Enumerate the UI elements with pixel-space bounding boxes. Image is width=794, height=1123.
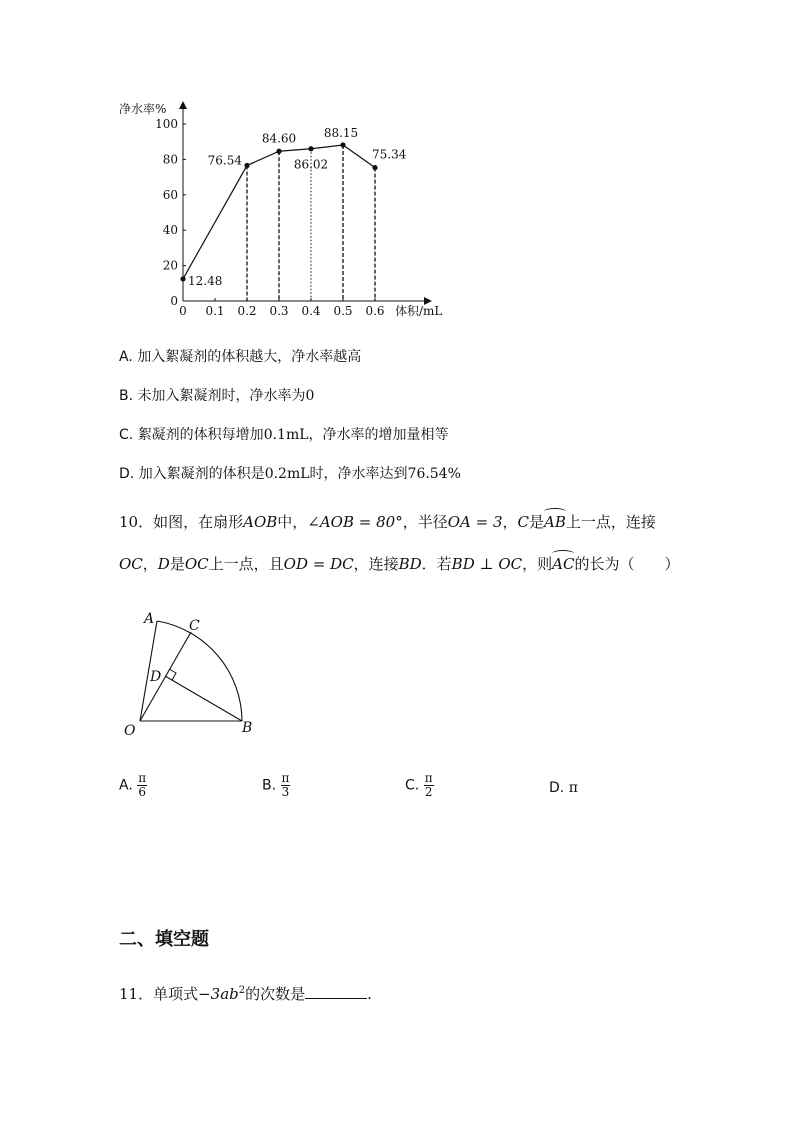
q10-text: 中， — [277, 513, 308, 531]
x-tick-label: 0.3 — [269, 304, 289, 318]
q10-od-eq: OD = DC — [283, 555, 354, 573]
segment-bd — [165, 676, 242, 721]
q10-answer-c — [405, 772, 434, 799]
q10-answer-b-letter: B. — [262, 777, 277, 794]
x-tick-label: 0 — [179, 304, 187, 318]
q10-text: 上一点，连接 — [565, 513, 656, 531]
fraction-denominator: 2 — [424, 785, 433, 799]
q10-number: 10． — [119, 513, 154, 531]
q11-period: . — [367, 985, 372, 1003]
q10-text: ，半径 — [402, 513, 448, 531]
question-11 — [119, 983, 372, 1004]
data-label: 86.02 — [293, 157, 329, 172]
q10-point-c: C — [517, 513, 529, 531]
q10-text: ， — [142, 555, 158, 573]
q10-aob: AOB — [243, 513, 278, 531]
x-tick-label: 0.4 — [301, 304, 321, 318]
option-c-text1: 絮凝剂的体积每增加 — [137, 427, 264, 443]
label-o: O — [124, 723, 136, 739]
option-d-text1: 加入絮凝剂的体积是 — [138, 466, 265, 482]
option-c-text2: ，净水率的增加量相等 — [308, 427, 449, 443]
data-label: 84.60 — [261, 131, 297, 146]
y-tick-label: 40 — [162, 223, 178, 238]
q10-answer-a-letter: A. — [119, 777, 133, 794]
option-d-num2: 76.54% — [407, 466, 461, 482]
option-b-num: 0 — [305, 388, 315, 404]
y-tick-label: 20 — [162, 258, 178, 273]
q10-answer-a — [119, 772, 147, 799]
x-tick-label: 0.6 — [365, 304, 385, 318]
label-d: D — [150, 669, 162, 685]
q10-text: 上一点，且 — [208, 555, 284, 573]
question-10-line1 — [119, 511, 656, 533]
q11-expr: −3ab — [198, 985, 239, 1003]
q10-answer-c-letter: C. — [405, 777, 420, 794]
option-a-letter: A. — [119, 349, 133, 365]
answer-blank[interactable] — [305, 984, 367, 999]
q10-answer-d — [549, 780, 578, 796]
q11-number: 11． — [119, 985, 154, 1003]
y-axis-label: 净水率% — [119, 102, 167, 116]
option-c-letter: C. — [119, 427, 134, 443]
q10-answer-b-fraction — [281, 772, 291, 799]
q11-exponent: 2 — [238, 985, 246, 996]
option-b-text: 未加入絮凝剂时，净水率为 — [137, 388, 306, 404]
question-10-line2 — [119, 553, 679, 575]
q10-oc: OC — [184, 555, 209, 573]
option-d-letter: D. — [119, 466, 135, 482]
q10-angle: ∠AOB = 80° — [307, 513, 403, 531]
q10-answer-a-fraction — [137, 772, 147, 799]
q10-bd: BD — [398, 555, 422, 573]
fraction-denominator: 3 — [281, 785, 290, 799]
q11-text: 单项式 — [153, 985, 199, 1003]
option-a — [119, 347, 361, 367]
label-b: B — [242, 720, 253, 736]
y-tick-label: 0 — [170, 294, 178, 308]
option-d-text2: 时，净水率达到 — [309, 466, 408, 482]
data-point — [180, 276, 185, 281]
option-a-text: 加入絮凝剂的体积越大，净水率越高 — [137, 349, 362, 365]
x-tick-label: 0.5 — [333, 304, 353, 318]
q10-text: 是 — [529, 513, 545, 531]
data-label: 75.34 — [372, 147, 407, 162]
purification-rate-chart — [110, 95, 460, 325]
q10-text: ， — [502, 513, 518, 531]
q10-answer-c-fraction — [424, 772, 434, 799]
data-label: 88.15 — [323, 125, 359, 140]
q10-answer-d-value: π — [568, 780, 578, 796]
fraction-numerator: π — [281, 771, 290, 785]
x-axis-label: 体积/mL — [395, 304, 443, 318]
y-tick-label: 80 — [162, 152, 178, 167]
q10-answer-d-letter: D. — [549, 780, 565, 796]
data-point — [308, 146, 313, 151]
q10-text: 是 — [169, 555, 185, 573]
fraction-numerator: π — [424, 771, 433, 785]
option-b-letter: B. — [119, 388, 134, 404]
option-c-num: 0.1mL — [263, 427, 309, 443]
q10-text: 的长为（ ） — [574, 555, 680, 573]
fraction-denominator: 6 — [138, 785, 146, 799]
label-a: A — [144, 611, 155, 627]
q11-text: 的次数是 — [245, 985, 306, 1003]
arc-ab — [157, 621, 242, 721]
label-c: C — [189, 618, 200, 634]
y-tick-label: 60 — [162, 187, 178, 202]
option-c — [119, 425, 449, 445]
q10-arc-ab: AB — [544, 513, 566, 531]
q10-radius: OA = 3 — [447, 513, 503, 531]
fraction-numerator: π — [138, 771, 147, 785]
q10-text: 如图，在扇形 — [153, 513, 244, 531]
q10-perp: BD ⊥ OC — [451, 555, 523, 573]
data-label: 12.48 — [188, 273, 223, 288]
option-d-num: 0.2mL — [264, 466, 310, 482]
sector-figure — [118, 603, 268, 743]
option-b — [119, 386, 314, 406]
q10-arc-ac: AC — [552, 555, 575, 573]
q10-oc: OC — [119, 555, 143, 573]
y-tick-label: 100 — [155, 117, 178, 131]
data-point — [372, 165, 377, 170]
data-label: 76.54 — [207, 153, 242, 168]
data-point — [276, 149, 281, 154]
option-d — [119, 464, 461, 484]
q10-text: ，则 — [522, 555, 553, 573]
q10-point-d: D — [157, 555, 170, 573]
section-title: 二、填空题 — [119, 929, 209, 950]
data-point — [340, 142, 345, 147]
x-tick-label: 0.1 — [205, 304, 225, 318]
q10-text: ，连接 — [353, 555, 399, 573]
q10-text: ．若 — [421, 555, 452, 573]
x-tick-label: 0.2 — [237, 304, 257, 318]
data-point — [244, 163, 249, 168]
q10-answer-b — [262, 772, 290, 799]
